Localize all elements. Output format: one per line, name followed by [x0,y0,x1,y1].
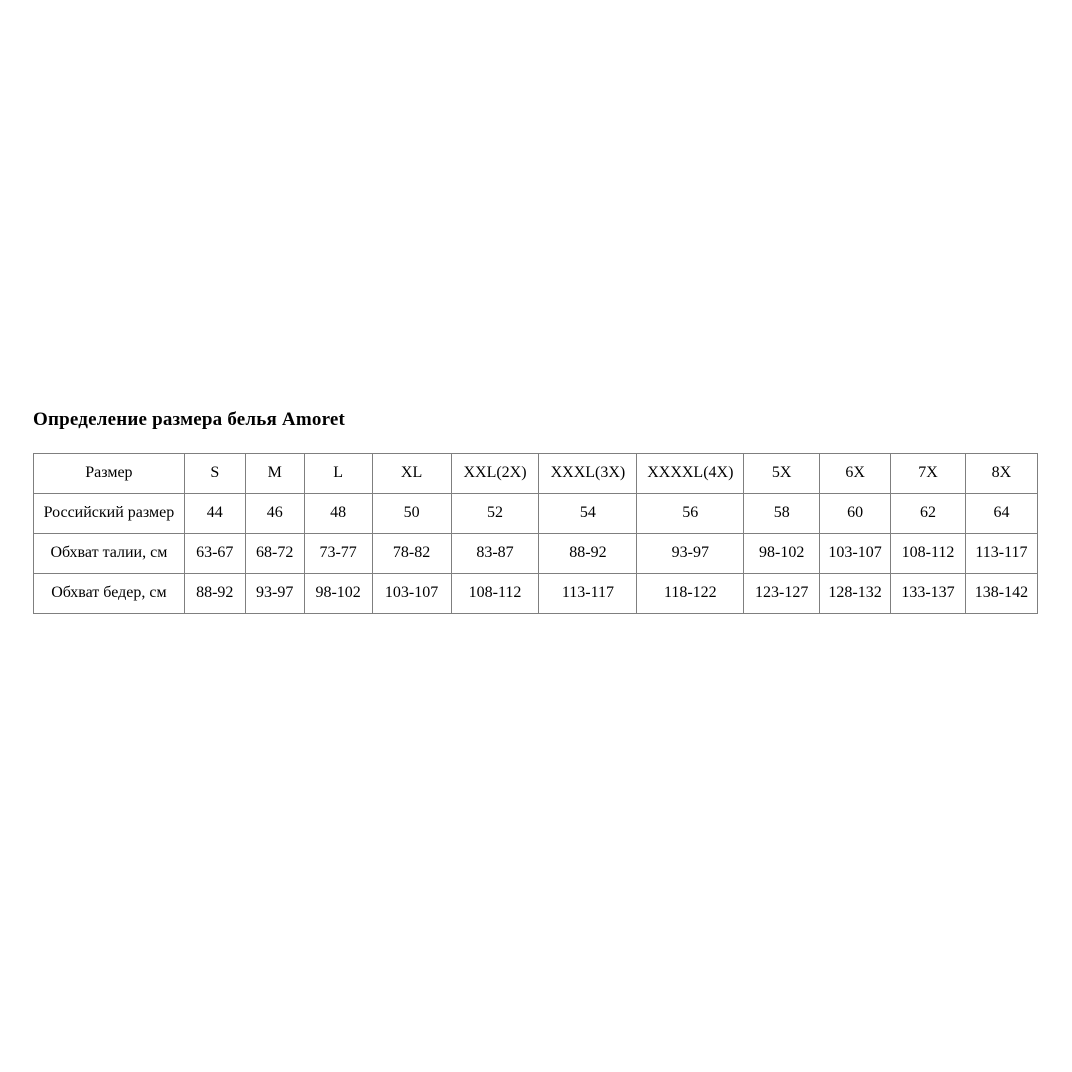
table-cell: 60 [820,493,891,533]
row-label: Российский размер [34,493,185,533]
table-cell: 123-127 [744,573,820,613]
table-cell: 98-102 [304,573,372,613]
table-cell: 128-132 [820,573,891,613]
table-cell: 88-92 [539,533,637,573]
table-cell: 54 [539,493,637,533]
table-cell: S [184,453,245,493]
table-cell: 44 [184,493,245,533]
table-cell: 73-77 [304,533,372,573]
table-cell: 48 [304,493,372,533]
table-cell: 68-72 [245,533,304,573]
table-cell: 113-117 [539,573,637,613]
table-cell: L [304,453,372,493]
table-cell: 108-112 [451,573,539,613]
table-cell: 93-97 [637,533,744,573]
table-cell: 63-67 [184,533,245,573]
table-cell: M [245,453,304,493]
table-cell: XXXL(3X) [539,453,637,493]
row-label: Обхват талии, см [34,533,185,573]
table-cell: 7X [891,453,966,493]
table-row-hips [34,573,1038,613]
table-cell: 52 [451,493,539,533]
table-cell: 133-137 [891,573,966,613]
table-row-size [34,453,1038,493]
size-table [33,453,1038,614]
table-cell: 58 [744,493,820,533]
row-label: Обхват бедер, см [34,573,185,613]
table-cell: 118-122 [637,573,744,613]
table-cell: 88-92 [184,573,245,613]
table-cell: 50 [372,493,451,533]
table-cell: 62 [891,493,966,533]
table-cell: 83-87 [451,533,539,573]
table-cell: 103-107 [372,573,451,613]
table-cell: 56 [637,493,744,533]
table-cell: 93-97 [245,573,304,613]
table-cell: 8X [965,453,1037,493]
row-label: Размер [34,453,185,493]
table-row-russian-size [34,493,1038,533]
table-row-waist [34,533,1038,573]
table-cell: XXL(2X) [451,453,539,493]
table-cell: 98-102 [744,533,820,573]
table-cell: 6X [820,453,891,493]
table-cell: 113-117 [965,533,1037,573]
page-title: Определение размера белья Amoret [33,409,346,430]
table-cell: XXXXL(4X) [637,453,744,493]
table-cell: 64 [965,493,1037,533]
table-cell: 78-82 [372,533,451,573]
table-cell: 5X [744,453,820,493]
table-cell: 103-107 [820,533,891,573]
table-cell: 46 [245,493,304,533]
table-cell: 138-142 [965,573,1037,613]
table-cell: 108-112 [891,533,966,573]
table-cell: XL [372,453,451,493]
